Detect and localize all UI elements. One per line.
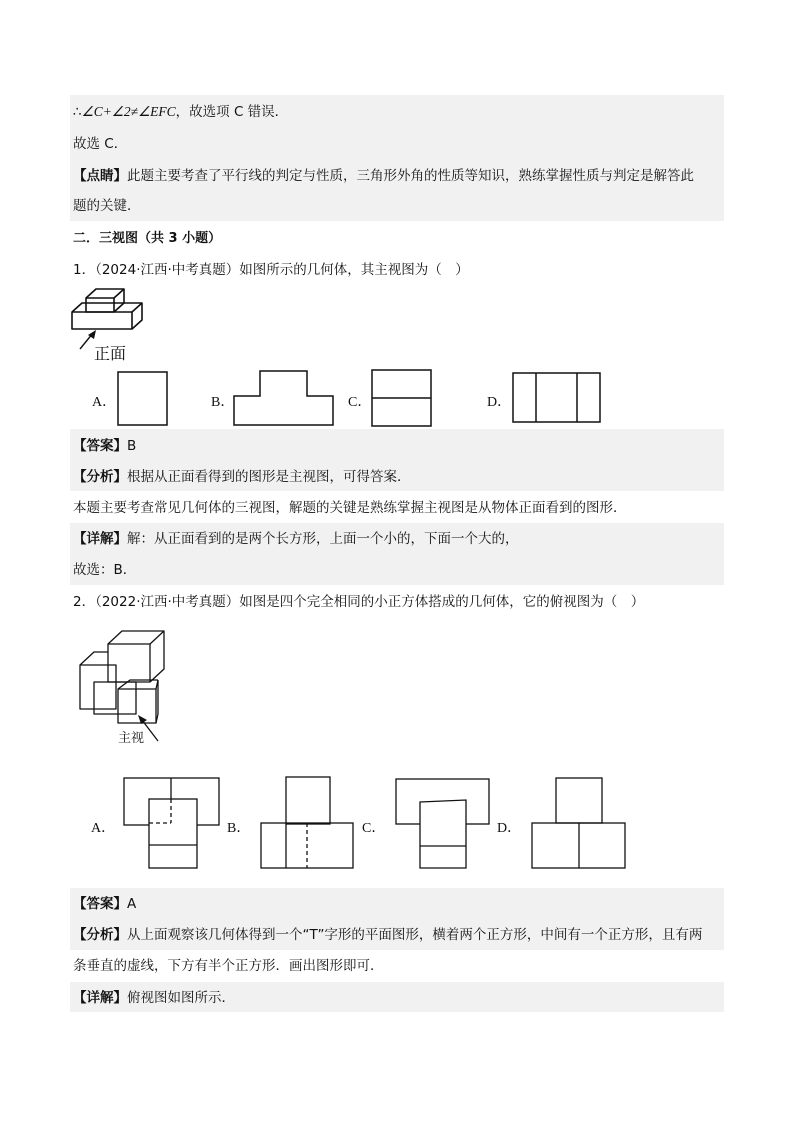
prev-choose-line: 故选 C．: [73, 136, 128, 152]
prev-comment-line-2: 题的关键．: [73, 198, 141, 214]
q1-option-c-label[interactable]: C．: [348, 395, 372, 410]
q2-option-b-figure[interactable]: [260, 776, 355, 870]
q1-option-b-figure[interactable]: [233, 370, 335, 427]
q1-stem: 1．（2024·江西·中考真题）如图所示的几何体，其主视图为（ ）: [73, 262, 469, 278]
q2-option-a-figure[interactable]: [123, 777, 221, 870]
angle-inequality: ∠C+∠2≠∠EFC: [81, 104, 176, 119]
q2-answer-value: A: [127, 896, 137, 912]
q2-option-a-label[interactable]: A．: [91, 821, 116, 836]
q1-option-c-figure[interactable]: [371, 369, 433, 428]
q1-analysis-line: [73, 467, 411, 487]
q1-option-a-figure[interactable]: [117, 371, 169, 427]
q1-detail-line: [73, 529, 519, 549]
q1-answer-line: [73, 436, 136, 456]
conclusion-text: ，故选项 C 错误．: [175, 104, 289, 120]
q1-analysis-tag: 【分析】: [73, 469, 127, 485]
q1-summary-line: 本题主要考查常见几何体的三视图，解题的关键是熟练掌握主视图是从物体正面看到的图形．: [73, 500, 627, 516]
q2-detail-text: 俯视图如图所示．: [127, 990, 235, 1006]
q1-detail-tag: 【详解】: [73, 531, 127, 547]
q2-option-d-figure[interactable]: [531, 777, 627, 870]
therefore-symbol: ∴: [73, 104, 82, 120]
q1-option-d-figure[interactable]: [512, 372, 602, 424]
q2-solid-figure: [78, 628, 168, 743]
q2-answer-line: [73, 894, 136, 914]
q2-analysis-text: 从上面观察该几何体得到一个“T”字形的平面图形，横着两个正方形，中间有一个正方形，且有两: [127, 927, 703, 943]
section-title: 二．三视图（共 3 小题）: [73, 231, 222, 246]
q2-view-label: 主视: [118, 731, 145, 746]
q1-answer-tag: 【答案】: [73, 438, 127, 454]
q2-option-d-label[interactable]: D．: [497, 821, 522, 836]
q2-stem: 2．（2022·江西·中考真题）如图是四个完全相同的小正方体搭成的几何体，它的俯视图为（ ）: [73, 594, 645, 610]
q1-detail-text: 解：从正面看到的是两个长方形，上面一个小的，下面一个大的，: [127, 531, 519, 547]
q2-answer-tag: 【答案】: [73, 896, 127, 912]
q1-option-a-label[interactable]: A．: [92, 395, 117, 410]
q2-analysis-line-1: [73, 925, 702, 945]
q1-answer-value: B: [127, 438, 137, 454]
q2-option-b-label[interactable]: B．: [227, 821, 251, 836]
q1-front-label: 正面: [94, 344, 127, 363]
q2-detail-tag: 【详解】: [73, 990, 127, 1006]
q1-option-b-label[interactable]: B．: [211, 395, 235, 410]
q2-analysis-line-2: 条垂直的虚线，下方有半个正方形．画出图形即可．: [73, 958, 384, 974]
q2-analysis-tag: 【分析】: [73, 927, 127, 943]
prev-comment-line-1: [73, 166, 694, 186]
q2-detail-line: [73, 988, 235, 1008]
comment-tag: 【点睛】: [73, 168, 127, 184]
q2-option-c-figure[interactable]: [395, 778, 491, 870]
q1-analysis-text: 根据从正面看得到的图形是主视图，可得答案．: [127, 469, 411, 485]
comment-text: 此题主要考查了平行线的判定与性质，三角形外角的性质等知识，熟练掌握性质与判定是解答此: [127, 168, 694, 184]
prev-conclusion-line: [73, 102, 288, 122]
q2-option-c-label[interactable]: C．: [362, 821, 386, 836]
q1-option-d-label[interactable]: D．: [487, 395, 512, 410]
q1-choose-line: 故选：B．: [73, 562, 137, 578]
